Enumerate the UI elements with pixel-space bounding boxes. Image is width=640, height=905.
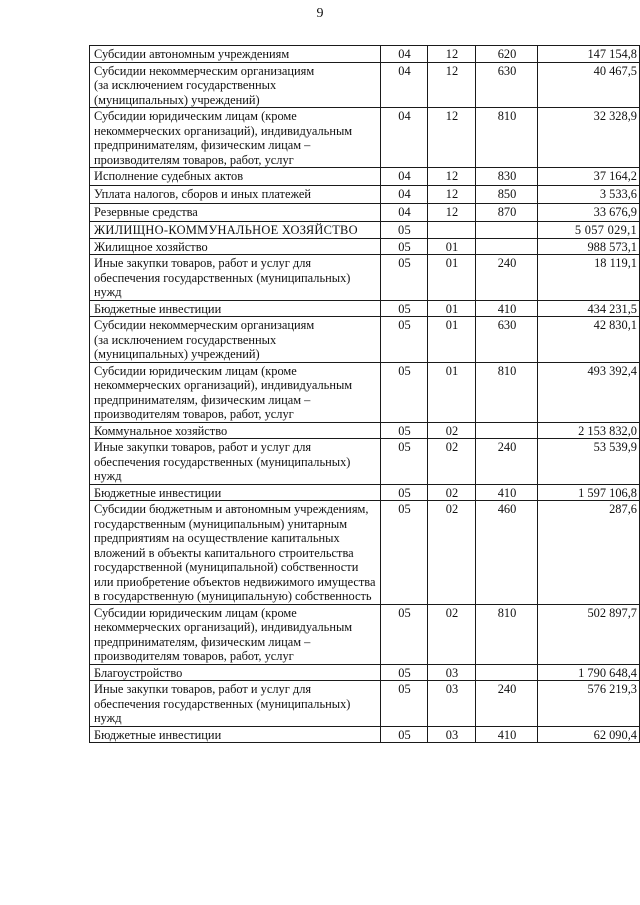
name-cell: Субсидии некоммерческим организациям (за исключением государственных (муниципальных) учреждений) [90, 317, 381, 363]
subsection-code-cell: 12 [428, 204, 476, 222]
table-row [90, 501, 640, 605]
expense-type-cell [476, 238, 538, 255]
budget-table [89, 45, 640, 743]
expense-type-cell: 240 [476, 439, 538, 485]
expense-type-cell [476, 222, 538, 239]
amount-cell: 3 533,6 [538, 186, 640, 204]
subsection-code-cell: 01 [428, 255, 476, 301]
section-code-cell: 05 [381, 255, 428, 301]
amount-cell: 32 328,9 [538, 108, 640, 168]
table-row [90, 255, 640, 301]
expense-type-cell: 620 [476, 46, 538, 63]
name-cell: Иные закупки товаров, работ и услуг для обеспечения государственных (муниципальных) нужд [90, 681, 381, 727]
expense-type-cell: 830 [476, 168, 538, 186]
section-code-cell: 05 [381, 604, 428, 664]
expense-type-cell: 460 [476, 501, 538, 605]
section-code-cell: 05 [381, 317, 428, 363]
table-row [90, 46, 640, 63]
table-row [90, 439, 640, 485]
name-cell: Субсидии автономным учреждениям [90, 46, 381, 63]
table-row [90, 604, 640, 664]
amount-cell: 1 790 648,4 [538, 664, 640, 681]
subsection-code-cell: 12 [428, 108, 476, 168]
amount-cell: 42 830,1 [538, 317, 640, 363]
name-cell: ЖИЛИЩНО-КОММУНАЛЬНОЕ ХОЗЯЙСТВО [90, 222, 381, 239]
expense-type-cell: 850 [476, 186, 538, 204]
amount-cell: 287,6 [538, 501, 640, 605]
amount-cell: 62 090,4 [538, 726, 640, 743]
name-cell: Жилищное хозяйство [90, 238, 381, 255]
section-code-cell: 04 [381, 186, 428, 204]
table-row [90, 186, 640, 204]
name-cell: Бюджетные инвестиции [90, 484, 381, 501]
section-code-cell: 04 [381, 62, 428, 108]
table-row [90, 422, 640, 439]
table-row [90, 108, 640, 168]
section-row [90, 222, 640, 239]
amount-cell: 576 219,3 [538, 681, 640, 727]
expense-type-cell: 630 [476, 317, 538, 363]
subsection-code-cell: 02 [428, 422, 476, 439]
table-row [90, 204, 640, 222]
amount-cell: 33 676,9 [538, 204, 640, 222]
expense-type-cell: 240 [476, 681, 538, 727]
name-cell: Уплата налогов, сборов и иных платежей [90, 186, 381, 204]
name-cell: Иные закупки товаров, работ и услуг для обеспечения государственных (муниципальных) нужд [90, 439, 381, 485]
section-code-cell: 04 [381, 108, 428, 168]
section-code-cell: 05 [381, 222, 428, 239]
name-cell: Субсидии бюджетным и автономным учреждениям, государственным (муниципальным) унитарным предприятиям на осуществление капитальных вложений в объекты капитального строительства государственной (муниципальной) собственности или приобретение объектов недвижимого имущества в государственную (муниципальную) собственность [90, 501, 381, 605]
subsection-code-cell: 02 [428, 484, 476, 501]
amount-cell: 18 119,1 [538, 255, 640, 301]
subsection-code-cell: 03 [428, 726, 476, 743]
subsection-code-cell: 01 [428, 300, 476, 317]
amount-cell: 53 539,9 [538, 439, 640, 485]
expense-type-cell: 410 [476, 726, 538, 743]
table-row [90, 317, 640, 363]
name-cell: Благоустройство [90, 664, 381, 681]
section-code-cell: 05 [381, 439, 428, 485]
expense-type-cell: 630 [476, 62, 538, 108]
subsection-code-cell: 12 [428, 168, 476, 186]
name-cell: Бюджетные инвестиции [90, 726, 381, 743]
subsection-code-cell: 02 [428, 501, 476, 605]
page-number: 9 [316, 6, 324, 21]
subsection-code-cell: 02 [428, 439, 476, 485]
name-cell: Субсидии юридическим лицам (кроме некоммерческих организаций), индивидуальным предпринимателям, физическим лицам – производителям товаров, работ, услуг [90, 362, 381, 422]
amount-cell: 40 467,5 [538, 62, 640, 108]
name-cell: Бюджетные инвестиции [90, 300, 381, 317]
name-cell: Субсидии некоммерческим организациям (за исключением государственных (муниципальных) учреждений) [90, 62, 381, 108]
section-code-cell: 05 [381, 664, 428, 681]
section-code-cell: 05 [381, 484, 428, 501]
amount-cell: 434 231,5 [538, 300, 640, 317]
expense-type-cell [476, 422, 538, 439]
subsection-code-cell: 01 [428, 238, 476, 255]
name-cell: Субсидии юридическим лицам (кроме некоммерческих организаций), индивидуальным предпринимателям, физическим лицам – производителям товаров, работ, услуг [90, 108, 381, 168]
table-row [90, 62, 640, 108]
name-cell: Субсидии юридическим лицам (кроме некоммерческих организаций), индивидуальным предпринимателям, физическим лицам – производителям товаров, работ, услуг [90, 604, 381, 664]
expense-type-cell [476, 664, 538, 681]
section-code-cell: 05 [381, 300, 428, 317]
table-row [90, 664, 640, 681]
section-code-cell: 05 [381, 681, 428, 727]
amount-cell: 502 897,7 [538, 604, 640, 664]
expense-type-cell: 810 [476, 108, 538, 168]
name-cell: Резервные средства [90, 204, 381, 222]
expense-type-cell: 870 [476, 204, 538, 222]
section-code-cell: 04 [381, 46, 428, 63]
section-code-cell: 05 [381, 238, 428, 255]
expense-type-cell: 810 [476, 604, 538, 664]
subsection-code-cell: 01 [428, 362, 476, 422]
table-row [90, 726, 640, 743]
subsection-code-cell [428, 222, 476, 239]
table-row [90, 681, 640, 727]
amount-cell: 988 573,1 [538, 238, 640, 255]
budget-table-body [90, 46, 640, 743]
section-code-cell: 05 [381, 726, 428, 743]
table-row [90, 300, 640, 317]
table-row [90, 484, 640, 501]
expense-type-cell: 410 [476, 300, 538, 317]
amount-cell: 147 154,8 [538, 46, 640, 63]
section-code-cell: 05 [381, 422, 428, 439]
name-cell: Исполнение судебных актов [90, 168, 381, 186]
name-cell: Иные закупки товаров, работ и услуг для обеспечения государственных (муниципальных) нужд [90, 255, 381, 301]
expense-type-cell: 810 [476, 362, 538, 422]
amount-cell: 2 153 832,0 [538, 422, 640, 439]
subsection-code-cell: 12 [428, 62, 476, 108]
table-row [90, 238, 640, 255]
subsection-code-cell: 03 [428, 681, 476, 727]
subsection-code-cell: 01 [428, 317, 476, 363]
expense-type-cell: 240 [476, 255, 538, 301]
table-row [90, 362, 640, 422]
amount-cell: 493 392,4 [538, 362, 640, 422]
name-cell: Коммунальное хозяйство [90, 422, 381, 439]
amount-cell: 37 164,2 [538, 168, 640, 186]
table-row [90, 168, 640, 186]
section-code-cell: 04 [381, 204, 428, 222]
subsection-code-cell: 12 [428, 46, 476, 63]
amount-cell: 5 057 029,1 [538, 222, 640, 239]
expense-type-cell: 410 [476, 484, 538, 501]
amount-cell: 1 597 106,8 [538, 484, 640, 501]
section-code-cell: 05 [381, 501, 428, 605]
subsection-code-cell: 03 [428, 664, 476, 681]
subsection-code-cell: 12 [428, 186, 476, 204]
section-code-cell: 04 [381, 168, 428, 186]
subsection-code-cell: 02 [428, 604, 476, 664]
section-code-cell: 05 [381, 362, 428, 422]
